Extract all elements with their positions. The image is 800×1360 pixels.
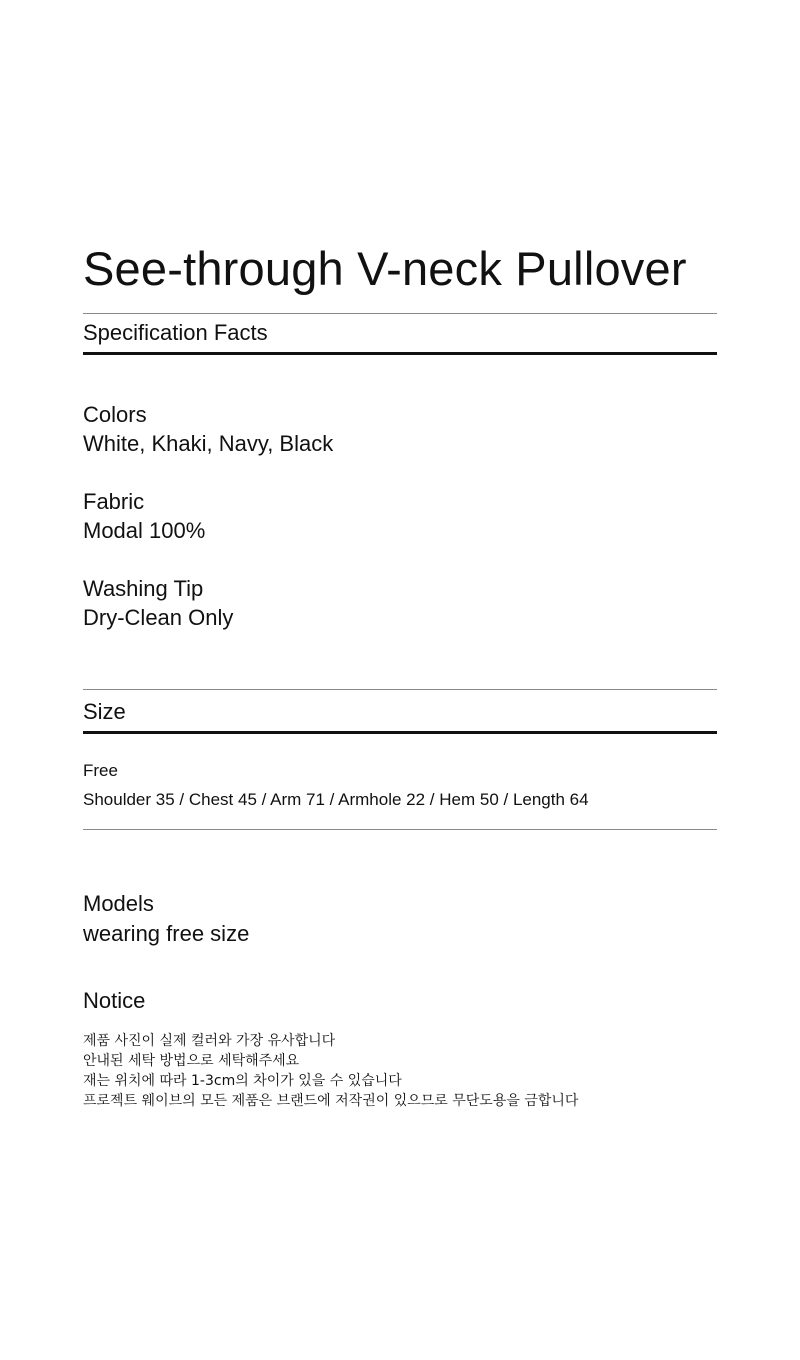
- spec-fabric-value: Modal 100%: [83, 518, 206, 543]
- divider-thick: [83, 352, 717, 355]
- notice-heading: Notice: [83, 988, 146, 1013]
- spec-colors-value: White, Khaki, Navy, Black: [83, 431, 334, 456]
- spec-section-heading: Specification Facts: [83, 320, 268, 345]
- spec-fabric-label: Fabric: [83, 489, 145, 514]
- divider: [83, 689, 717, 690]
- models-label: Models: [83, 891, 154, 916]
- size-measurements: Shoulder 35 / Chest 45 / Arm 71 / Armhole 22 / Hem 50 / Length 64: [83, 790, 589, 809]
- notice-line: 재는 위치에 따라 1-3cm의 차이가 있을 수 있습니다: [83, 1073, 402, 1089]
- models-value: wearing free size: [83, 921, 250, 946]
- size-name: Free: [83, 761, 118, 780]
- divider-thick: [83, 731, 717, 734]
- spec-colors-label: Colors: [83, 402, 147, 427]
- size-section-heading: Size: [83, 699, 126, 724]
- notice-line: 프로젝트 웨이브의 모든 제품은 브랜드에 저작권이 있으므로 무단도용을 금합니다: [83, 1093, 579, 1109]
- product-title: See-through V-neck Pullover: [83, 242, 687, 295]
- divider: [83, 829, 717, 830]
- divider: [83, 313, 717, 314]
- notice-line: 안내된 세탁 방법으로 세탁해주세요: [83, 1053, 300, 1069]
- notice-line: 제품 사진이 실제 컬러와 가장 유사합니다: [83, 1033, 336, 1049]
- spec-washing-value: Dry-Clean Only: [83, 605, 234, 630]
- spec-washing-label: Washing Tip: [83, 576, 204, 601]
